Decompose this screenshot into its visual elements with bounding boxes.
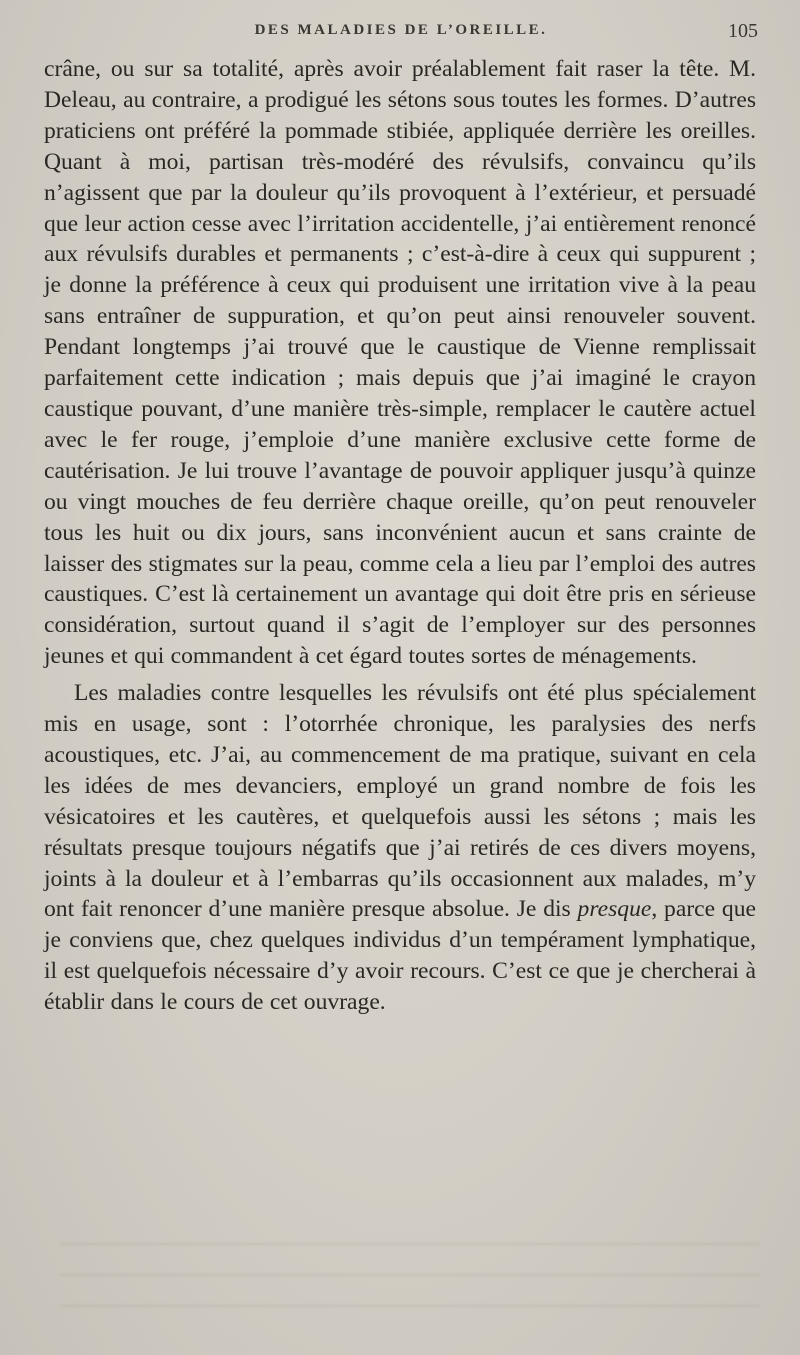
running-title: DES MALADIES DE L’OREILLE.: [254, 22, 548, 38]
paragraph-2: [44, 678, 756, 1018]
body-text: [44, 54, 756, 1018]
paragraph-1: crâne, ou sur sa totalité, après avoir préalablement fait raser la tête. M. Deleau, au contraire, a prodigué les sétons sous toutes les formes. D’autres praticiens ont préféré la pommade stibiée, appliquée derrière les oreilles. Quant à moi, partisan très-modéré des révulsifs, convaincu qu’ils n’agissent que par la douleur qu’ils provoquent à l’extérieur, et persuadé que leur action cesse avec l’irritation accidentelle, j’ai entièrement renoncé aux révulsifs durables et permanents ; c’est-à-dire à ceux qui suppurent ; je donne la préférence à ceux qui produisent une irritation vive à la peau sans entraîner de suppuration, et qu’on peut ainsi renouveler souvent. Pendant longtemps j’ai trouvé que le caustique de Vienne remplissait parfaitement cette indication ; mais depuis que j’ai imaginé le crayon caustique pouvant, d’une manière très-simple, remplacer le cautère actuel avec le fer rouge, j’emploie d’une manière exclusive cette forme de cautérisation. Je lui trouve l’avantage de pouvoir appliquer jusqu’à quinze ou vingt mouches de feu derrière chaque oreille, qu’on peut renouveler tous les huit ou dix jours, sans inconvénient aucun et sans crainte de laisser des stigmates sur la peau, comme cela a lieu par l’emploi des autres caustiques. C’est là certainement un avantage qui doit être pris en sérieuse considération, surtout quand il s’agit de l’employer sur des personnes jeunes et qui commandent à cet égard toutes sortes de ménagements.: [44, 56, 756, 670]
page-number: 105: [728, 20, 758, 42]
paragraph-2-italic-word: presque: [577, 896, 652, 923]
running-head: [44, 22, 758, 46]
show-through-from-reverse-page: [60, 1225, 760, 1325]
paragraph-2-text-start: Les maladies contre lesquelles les révulsifs ont été plus spécialement mis en usage, sont : l’otorrhée chronique, les paralysies des nerfs acoustiques, etc. J’ai, au commencement de ma pratique, suivant en cela les idées de mes devanciers, employé un grand nombre de fois les vésicatoires et les cautères, et quelquefois aussi les sétons ; mais les résultats presque toujours négatifs que j’ai retirés de ces divers moyens, joints à la douleur et à l’embarras qu’ils occasionnent aux malades, m’y ont fait renoncer d’une manière presque absolue. Je dis: [44, 680, 756, 923]
paragraph-2-text-end: , parce que je conviens que, chez quelques individus d’un tempérament lymphatique, il est quelquefois nécessaire d’y avoir recours. C’est ce que je chercherai à établir dans le cours de cet ouvrage.: [44, 896, 756, 1016]
